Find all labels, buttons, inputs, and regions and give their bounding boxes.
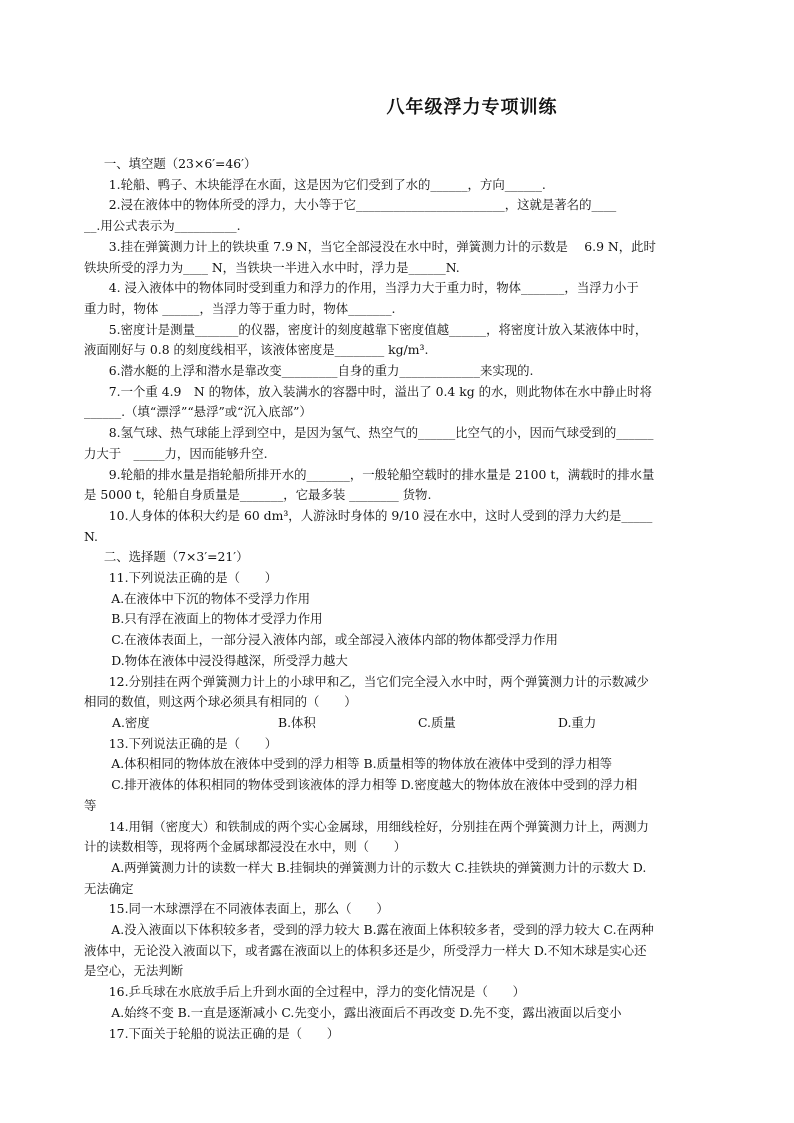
question-13: 13.下列说法正确的是（ ） bbox=[108, 735, 278, 751]
question-15-options-cont-2: 是空心，无法判断 bbox=[84, 963, 184, 979]
question-4: 4. 浸入液体中的物体同时受到重力和浮力的作用，当浮力大于重力时，物体_______，当浮力小于 bbox=[108, 280, 639, 296]
question-10: 10.人身体的体积大约是 60 dm³，人游泳时身体的 9/10 浸在水中，这时人受到的浮力大约是_____ bbox=[108, 507, 653, 523]
question-8-cont: 力大于 _____力，因而能够升空. bbox=[84, 445, 268, 461]
question-13-options-ab: A.体积相同的物体放在液体中受到的浮力相等 B.质量相等的物体放在液体中受到的浮力相等 bbox=[111, 756, 612, 772]
question-11-option-a: A.在液体中下沉的物体不受浮力作用 bbox=[111, 590, 311, 606]
question-1: 1.轮船、鸭子、木块能浮在水面，这是因为它们受到了水的______，方向______. bbox=[108, 176, 546, 192]
question-2: 2.浸在液体中的物体所受的浮力，大小等于它________________________，这就是著名的____ bbox=[108, 197, 617, 213]
question-16-options: A.始终不变 B.一直是逐渐减小 C.先变小，露出液面后不再改变 D.先不变，露出液面以后变小 bbox=[111, 1004, 622, 1020]
document-body bbox=[84, 154, 712, 1044]
question-12-option-a: A.密度 bbox=[112, 714, 150, 730]
question-9: 9.轮船的排水量是指轮船所排开水的_______，一般轮船空载时的排水量是 2100 t，满载时的排水量 bbox=[108, 466, 655, 482]
question-8: 8.氢气球、热气球能上浮到空中，是因为氢气、热空气的______比空气的小，因而气球受到的______ bbox=[108, 425, 654, 441]
question-6: 6.潜水艇的上浮和潜水是靠改变_________自身的重力_____________来实现的. bbox=[108, 363, 534, 379]
question-3: 3.挂在弹簧测力计上的铁块重 7.9 N，当它全部浸没在水中时，弹簧测力计的示数是 6.9 N，此时 bbox=[108, 238, 656, 254]
question-14-cont: 计的读数相等，现将两个金属球都浸没在水中，则（ ） bbox=[84, 839, 407, 855]
question-13-options-cd: C.排开液体的体积相同的物体受到该液体的浮力相等 D.密度越大的物体放在液体中受到的浮力相 bbox=[111, 777, 638, 793]
question-4-cont: 重力时，物体 ______，当浮力等于重力时，物体_______. bbox=[84, 300, 396, 316]
question-11: 11.下列说法正确的是（ ） bbox=[108, 570, 278, 586]
question-13-options-cd-cont: 等 bbox=[84, 797, 97, 813]
section-heading-fill-blank: 一、填空题（23×6′=46′） bbox=[103, 156, 257, 171]
page-title: 八年级浮力专项训练 bbox=[386, 97, 558, 118]
question-5-cont: 液面刚好与 0.8 的刻度线相平，该液体密度是________ kg/m³. bbox=[84, 342, 429, 358]
question-12-options bbox=[84, 713, 712, 734]
section-heading-multiple-choice: 二、选择题（7×3′=21′） bbox=[103, 549, 249, 565]
question-15: 15.同一木球漂浮在不同液体表面上，那么（ ） bbox=[108, 901, 389, 917]
question-12-option-b: B.体积 bbox=[278, 714, 316, 730]
question-17: 17.下面关于轮船的说法正确的是（ ） bbox=[108, 1025, 340, 1041]
question-16: 16.乒乓球在水底放手后上升到水面的全过程中，浮力的变化情况是（ ） bbox=[108, 984, 526, 1000]
question-12-option-c: C.质量 bbox=[418, 714, 456, 730]
question-12-option-d: D.重力 bbox=[558, 714, 597, 730]
question-14-options: A.两弹簧测力计的读数一样大 B.挂铜块的弹簧测力计的示数大 C.挂铁块的弹簧测力计的示数大 D. bbox=[111, 859, 647, 875]
question-11-option-d: D.物体在液体中浸没得越深，所受浮力越大 bbox=[111, 652, 348, 668]
question-7-cont: ______.（填“漂浮”“悬浮”或“沉入底部”） bbox=[84, 404, 312, 420]
question-9-cont: 是 5000 t，轮船自身质量是_______，它最多装 ________ 货物. bbox=[84, 487, 432, 503]
question-14: 14.用铜（密度大）和铁制成的两个实心金属球，用细线栓好，分别挂在两个弹簧测力计上，两测力 bbox=[108, 818, 649, 834]
question-15-options: A.没入液面以下体积较多者，受到的浮力较大 B.露在液面上体积较多者，受到的浮力较大 C.在两种 bbox=[111, 922, 654, 938]
question-3-cont: 铁块所受的浮力为____ N，当铁块一半进入水中时，浮力是______N. bbox=[84, 259, 460, 275]
question-15-options-cont: 液体中，无论没入液面以下，或者露在液面以上的体积多还是少，所受浮力一样大 D.不知木球是实心还 bbox=[84, 942, 647, 958]
question-5: 5.密度计是测量_______的仪器，密度计的刻度越靠下密度值越______，将密度计放入某液体中时， bbox=[108, 321, 648, 337]
question-12: 12.分别挂在两个弹簧测力计上的小球甲和乙，当它们完全浸入水中时，两个弹簧测力计的示数减少 bbox=[108, 673, 649, 689]
question-2-cont: __.用公式表示为__________. bbox=[84, 218, 241, 234]
question-12-cont: 相同的数值，则这两个球必须具有相同的（ ） bbox=[84, 694, 357, 710]
question-10-cont: N. bbox=[84, 528, 98, 544]
question-11-option-b: B.只有浮在液面上的物体才受浮力作用 bbox=[111, 611, 323, 627]
question-7: 7.一个重 4.9 N 的物体，放入装满水的容器中时，溢出了 0.4 kg 的水，则此物体在水中静止时将 bbox=[108, 383, 653, 399]
question-14-options-cont: 无法确定 bbox=[84, 880, 134, 896]
question-11-option-c: C.在液体表面上，一部分浸入液体内部，或全部浸入液体内部的物体都受浮力作用 bbox=[111, 632, 558, 648]
